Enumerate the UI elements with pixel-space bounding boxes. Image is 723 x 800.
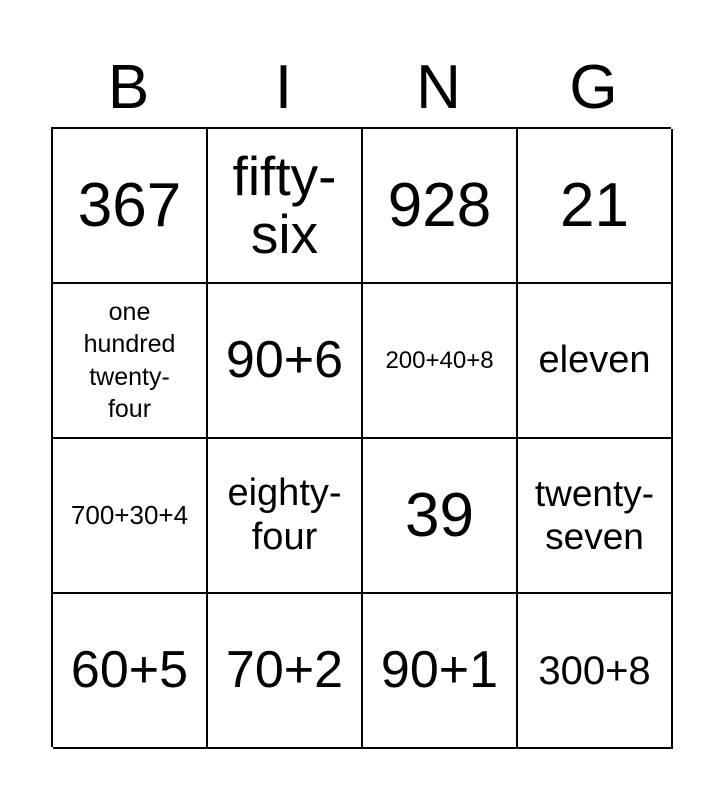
- cell-text: 90+6: [225, 330, 344, 389]
- bingo-cell[interactable]: [208, 439, 363, 594]
- bingo-cell[interactable]: [53, 594, 208, 749]
- bingo-cell[interactable]: [363, 284, 518, 439]
- cell-text: 70+2: [225, 640, 344, 699]
- bingo-cell[interactable]: [518, 594, 673, 749]
- header-letter-b: B: [107, 53, 150, 122]
- cell-text: fifty-six: [232, 144, 337, 265]
- bingo-cell[interactable]: [518, 284, 673, 439]
- bingo-cell[interactable]: [208, 594, 363, 749]
- cell-text: 39: [405, 480, 474, 550]
- cell-text: 60+5: [70, 640, 189, 699]
- cell-text: eleven: [538, 338, 651, 381]
- bingo-cell[interactable]: [53, 129, 208, 284]
- bingo-cell[interactable]: [53, 439, 208, 594]
- bingo-cell[interactable]: [208, 129, 363, 284]
- bingo-cell[interactable]: [518, 129, 673, 284]
- cell-text: 200+40+8: [385, 346, 494, 374]
- cell-text: twenty-seven: [534, 472, 655, 557]
- cell-text: 367: [77, 170, 182, 240]
- bingo-header: [51, 48, 671, 128]
- cell-text: one hundred twenty-four: [83, 297, 176, 423]
- cell-text: 21: [560, 170, 629, 240]
- cell-text: 90+1: [380, 640, 499, 699]
- cell-text: 300+8: [538, 648, 651, 693]
- bingo-cell[interactable]: [363, 439, 518, 594]
- header-letter-g: G: [569, 53, 618, 122]
- cell-text: eighty-four: [227, 471, 342, 558]
- bingo-cell[interactable]: [363, 594, 518, 749]
- header-letter-n: N: [416, 53, 461, 122]
- bingo-cell[interactable]: [53, 284, 208, 439]
- cell-text: 700+30+4: [70, 499, 189, 530]
- header-letter-i: I: [274, 53, 293, 122]
- bingo-board: [51, 127, 671, 747]
- bingo-cell[interactable]: [518, 439, 673, 594]
- bingo-cell[interactable]: [208, 284, 363, 439]
- cell-text: 928: [387, 170, 492, 240]
- bingo-cell[interactable]: [363, 129, 518, 284]
